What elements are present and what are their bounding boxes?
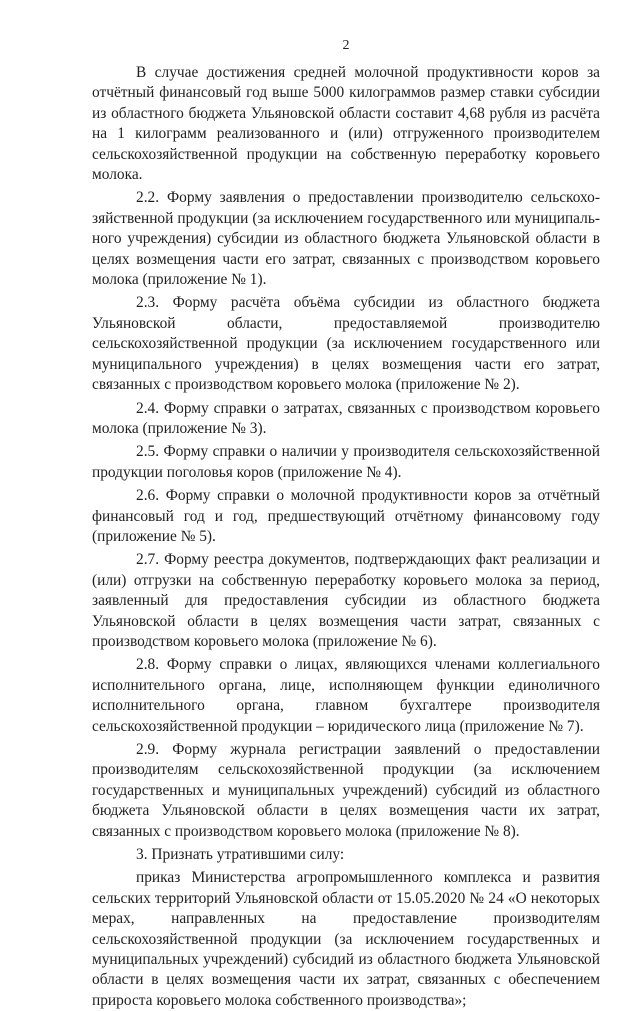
document-body <box>92 63 600 1011</box>
paragraph-2-7: 2.7. Форму реестра документов, подтверждающих факт реализации и (или) отгрузки на собственную переработку коровьего молока за период, заявленный для предоставления субсидии из областного бюджета Ульяновской области в целях возмещения части затрат, связанных с производством коровьего молока (приложение № 6). <box>92 551 600 650</box>
paragraph-2-2: 2.2. Форму заявления о предоставлении производителю сельскохозяйственной продукции (за исключением государственного или муниципального учреждения) субсидии из областного бюджета Ульяновской области в целях возмещения части его затрат, связанных с производством коровьего молока (приложение № 1). <box>92 189 600 289</box>
paragraph-2-5: 2.5. Форму справки о наличии у производителя сельскохозяйственной продукции поголовья коров (приложение № 4). <box>92 443 600 481</box>
paragraph-subsidy-rate: В случае достижения средней молочной продуктивности коров за отчётный финансовый год выше 5000 килограммов размер ставки субсидии из областного бюджета Ульяновской области составит 4,68 рубля из расчёта на 1 килограмм реализованного и (или) отгруженного производителем сельскохозяйственной продукции на собственную переработку коровьего молока. <box>92 64 600 184</box>
paragraph-3: 3. Признать утратившими силу: <box>136 846 345 864</box>
paragraph-2-4: 2.4. Форму справки о затратах, связанных с производством коровьего молока (приложение № 3). <box>92 399 600 437</box>
paragraph-2-9: 2.9. Форму журнала регистрации заявлений о предоставлении производителям сельскохозяйственной продукции (за исключением государственных и муниципальных учреждений) субсидий из областного бюджета Ульяновской области в целях возмещения части их затрат, связанных с производством коровьего молока (приложение № 8). <box>92 741 600 840</box>
paragraph-2-8: 2.8. Форму справки о лицах, являющихся членами коллегиального исполнительного органа, лице, исполняющем функции единоличного исполнительного органа, главном бухгалтере производителя сельскохозяйственной продукции – юридического лица (приложение № 7). <box>92 656 600 735</box>
page-number: 2 <box>342 38 350 53</box>
paragraph-2-3: 2.3. Форму расчёта объёма субсидии из областного бюджета Ульяновской области, предоставляемой производителю сельскохозяйственной продукции (за исключением государственного или муниципального учреждения) в целях возмещения части его затрат, связанных с производством коровьего молока (приложение № 2). <box>92 294 600 394</box>
paragraph-2-6: 2.6. Форму справки о молочной продуктивности коров за отчётный финансовый год и год, предшествующий отчётному финансовому году (приложение № 5). <box>92 487 600 545</box>
paragraph-repealed-order: приказ Министерства агропромышленного комплекса и развития сельских территорий Ульяновской области от 15.05.2020 № 24 «О некоторых мерах, направленных на предоставление производителям сельскохозяйственной продукции (за исключением государственных и муниципальных учреждений) субсидий из областного бюджета Ульяновской области в целях возмещения части их затрат, связанных с обеспечением прироста коровьего молока собственного производства»; <box>92 869 600 1009</box>
